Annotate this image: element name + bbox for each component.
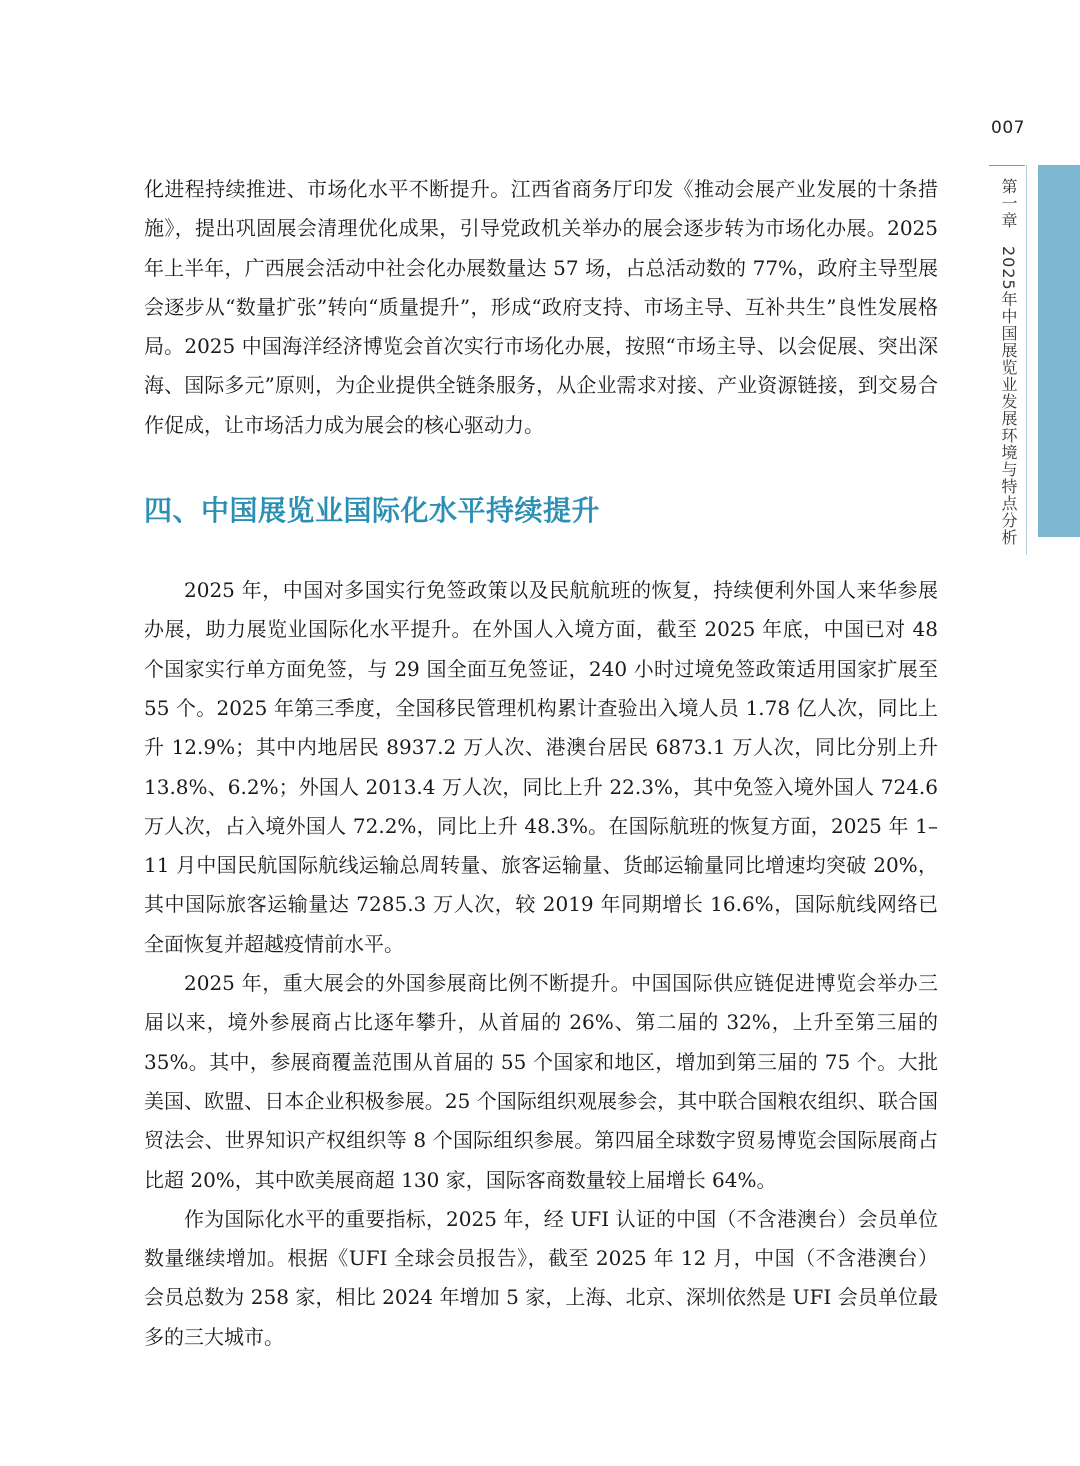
chapter-tab [1038,165,1080,537]
chapter-running-head: 第一章 2025年中国展览业发展环境与特点分析 [999,178,1018,546]
side-divider [1026,165,1027,555]
paragraph-intro: 化进程持续推进、市场化水平不断提升。江西省商务厅印发《推动会展产业发展的十条措施》，提出巩固展会清理优化成果，引导党政机关举办的展会逐步转为市场化办展。2025 年上半年，广西展会活动中社会化办展数量达 57 场，占总活动数的 77%，政府主导型展会逐步从“数量扩张”转向“质量提升”，形成“政府支持、市场主导、互补共生”良性发展格局。2025 中国海洋经济博览会首次实行市场化办展，按照“市场主导、以会促展、突出深海、国际多元”原则，为企业提供全链条服务，从企业需求对接、产业资源链接，到交易合作促成，让市场活力成为展会的核心驱动力。 [144,177,938,437]
page-number-rule [989,165,1025,166]
page-number: 007 [991,118,1025,138]
paragraph-visa-and-flights: 2025 年，中国对多国实行免签政策以及民航航班的恢复，持续便利外国人来华参展办展，助力展览业国际化水平提升。在外国人入境方面，截至 2025 年底，中国已对 48 个国家实行单方面免签，与 29 国全面互免签证，240 小时过境免签政策适用国家扩展至 55 个。2025 年第三季度，全国移民管理机构累计查验出入境人员 1.78 亿人次，同比上升 12.9%；其中内地居民 8937.2 万人次、港澳台居民 6873.1 万人次，同比分别上升 13.8%、6.2%；外国人 2013.4 万人次，同比上升 22.3%，其中免签入境外国人 724.6 万人次，占入境外国人 72.2%，同比上升 48.3%。在国际航班的恢复方面，2025 年 1–11 月中国民航国际航线运输总周转量、旅客运输量、货邮运输量同比增速均突破 20%，其中国际旅客运输量达 7285.3 万人次，较 2019 年同期增长 16.6%，国际航线网络已全面恢复并超越疫情前水平。 [144,578,938,956]
paragraph-ufi-members: 作为国际化水平的重要指标，2025 年，经 UFI 认证的中国（不含港澳台）会员单位数量继续增加。根据《UFI 全球会员报告》，截至 2025 年 12 月，中国（不含港澳台）会员总数为 258 家，相比 2024 年增加 5 家，上海、北京、深圳依然是 UFI 会员单位最多的三大城市。 [144,1206,938,1349]
paragraph-foreign-exhibitors: 2025 年，重大展会的外国参展商比例不断提升。中国国际供应链促进博览会举办三届以来，境外参展商占比逐年攀升，从首届的 26%、第二届的 32%，上升至第三届的 35%。其中，参展商覆盖范围从首届的 55 个国家和地区，增加到第三届的 75 个。大批美国、欧盟、日本企业积极参展。25 个国际组织观展参会，其中联合国粮农组织、联合国贸法会、世界知识产权组织等 8 个国际组织参展。第四届全球数字贸易博览会国际展商占比超 20%，其中欧美展商超 130 家，国际客商数量较上届增长 64%。 [144,971,938,1192]
main-content [144,170,938,1357]
section-heading: 四、中国展览业国际化水平持续提升 [144,494,601,528]
